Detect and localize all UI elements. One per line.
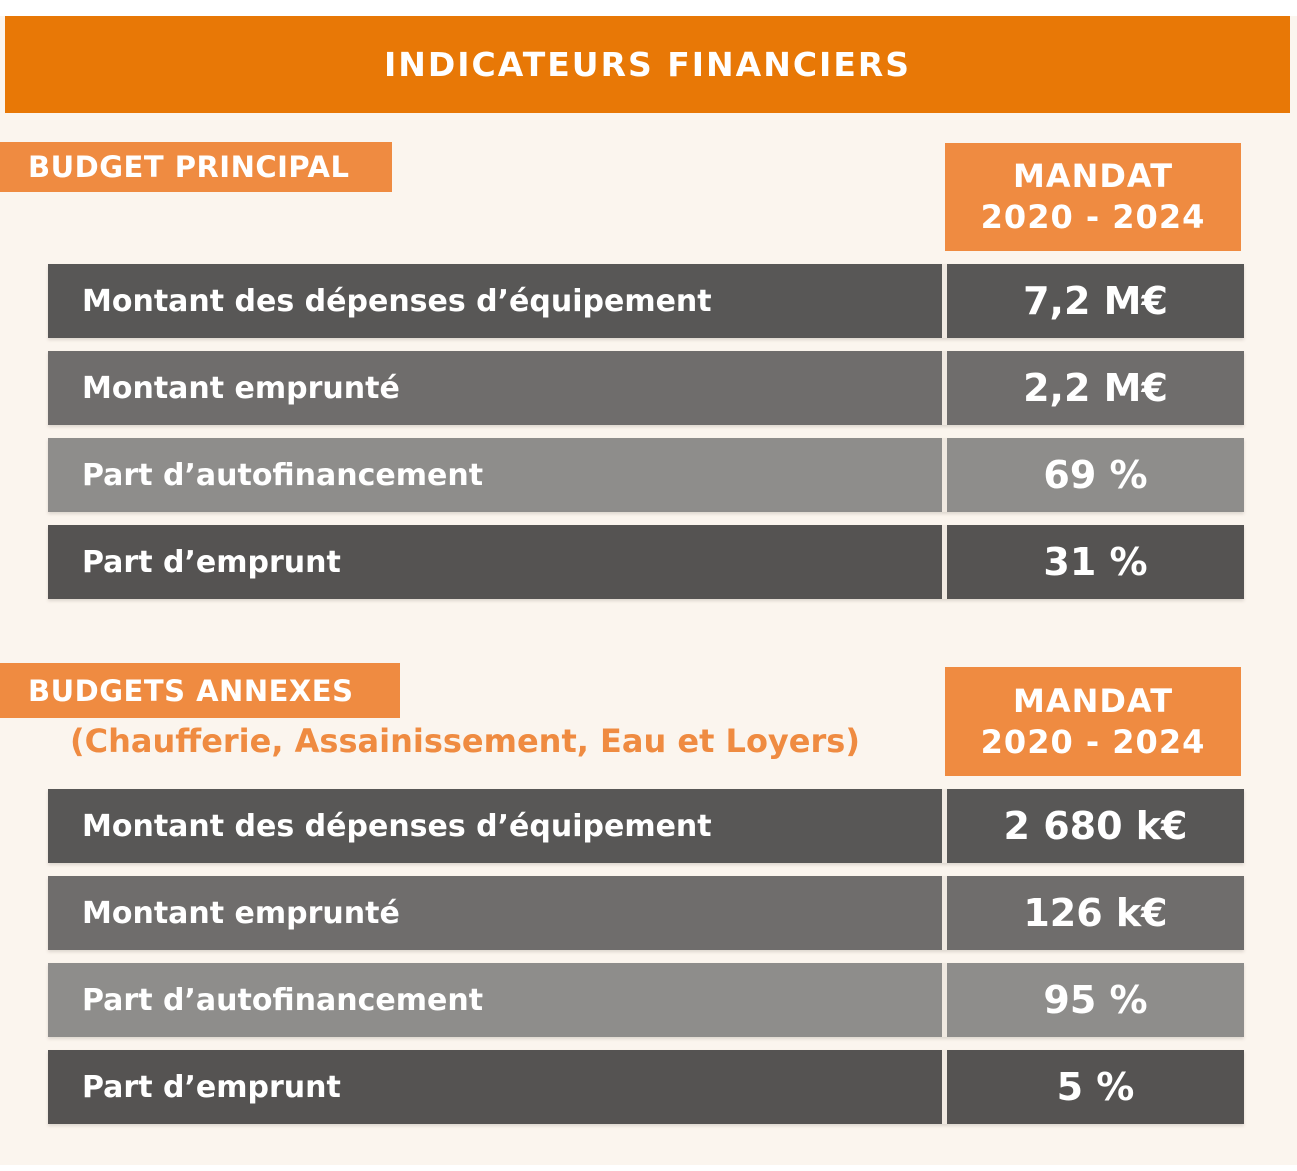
row-label: Part d’autofinancement <box>48 438 942 512</box>
row-value: 95 % <box>947 963 1244 1037</box>
row-value: 126 k€ <box>947 876 1244 950</box>
section-label-text: BUDGETS ANNEXES <box>28 673 354 708</box>
table-budgets-annexes <box>48 789 1244 1124</box>
row-label: Part d’emprunt <box>48 525 942 599</box>
row-value: 5 % <box>947 1050 1244 1124</box>
section-label-text: BUDGET PRINCIPAL <box>28 150 350 184</box>
table-row <box>48 264 1244 338</box>
column-header-mandat-2 <box>945 667 1241 776</box>
row-label: Part d’autofinancement <box>48 963 942 1037</box>
row-value: 2,2 M€ <box>947 351 1244 425</box>
row-label: Part d’emprunt <box>48 1050 942 1124</box>
row-label: Montant des dépenses d’équipement <box>48 789 942 863</box>
row-label: Montant emprunté <box>48 351 942 425</box>
row-label: Montant des dépenses d’équipement <box>48 264 942 338</box>
table-row <box>48 963 1244 1037</box>
column-header-mandat-1 <box>945 143 1241 251</box>
table-row <box>48 1050 1244 1124</box>
table-row <box>48 876 1244 950</box>
row-value: 7,2 M€ <box>947 264 1244 338</box>
table-row <box>48 351 1244 425</box>
row-value: 69 % <box>947 438 1244 512</box>
section-label-budget-principal <box>0 142 392 192</box>
table-row <box>48 789 1244 863</box>
page-title: INDICATEURS FINANCIERS <box>383 45 912 84</box>
mandat-line1: MANDAT <box>1012 681 1174 720</box>
row-value: 31 % <box>947 525 1244 599</box>
page-header <box>5 16 1290 113</box>
table-row <box>48 438 1244 512</box>
row-value: 2 680 k€ <box>947 789 1244 863</box>
table-row <box>48 525 1244 599</box>
section-label-budgets-annexes <box>0 663 400 718</box>
section-subtitle: (Chaufferie, Assainissement, Eau et Loyers) <box>70 722 860 760</box>
row-label: Montant emprunté <box>48 876 942 950</box>
mandat-line1: MANDAT <box>1012 157 1174 196</box>
table-budget-principal <box>48 264 1244 599</box>
mandat-line2: 2020 - 2024 <box>980 722 1206 761</box>
mandat-line2: 2020 - 2024 <box>980 198 1206 236</box>
